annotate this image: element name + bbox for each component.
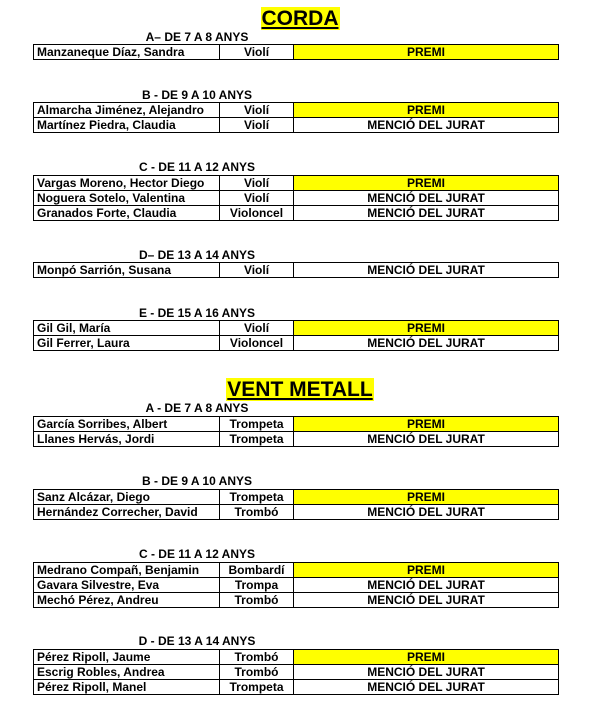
table-row (34, 665, 559, 680)
instrument: Trompa (220, 578, 294, 593)
instrument: Violí (220, 103, 294, 118)
participant-name: Sanz Alcázar, Diego (34, 490, 220, 505)
participant-name: Gil Ferrer, Laura (34, 336, 220, 351)
table-row (34, 118, 559, 133)
instrument: Violoncel (220, 336, 294, 351)
instrument: Trombó (220, 593, 294, 608)
participant-name: Hernández Correcher, David (34, 505, 220, 520)
table-row (34, 650, 559, 665)
award: PREMI (294, 103, 559, 118)
table-row (34, 176, 559, 191)
group-title: B - DE 9 A 10 ANYS (141, 88, 253, 102)
results-table (33, 562, 559, 608)
results-table (33, 102, 559, 133)
results-table (33, 489, 559, 520)
participant-name: García Sorribes, Albert (34, 417, 220, 432)
award: MENCIÓ DEL JURAT (294, 118, 559, 133)
instrument: Violí (220, 263, 294, 278)
participant-name: Llanes Hervás, Jordi (34, 432, 220, 447)
participant-name: Noguera Sotelo, Valentina (34, 191, 220, 206)
table-row (34, 206, 559, 221)
table-row (34, 490, 559, 505)
instrument: Trombó (220, 665, 294, 680)
award: PREMI (294, 650, 559, 665)
group-title: C - DE 11 A 12 ANYS (138, 160, 256, 174)
instrument: Trompeta (220, 490, 294, 505)
instrument: Violí (220, 321, 294, 336)
table-row (34, 680, 559, 695)
instrument: Violí (220, 191, 294, 206)
participant-name: Almarcha Jiménez, Alejandro (34, 103, 220, 118)
participant-name: Manzaneque Díaz, Sandra (34, 45, 220, 60)
instrument: Trombó (220, 505, 294, 520)
table-row (34, 191, 559, 206)
results-table (33, 416, 559, 447)
table-row (34, 263, 559, 278)
instrument: Trompeta (220, 417, 294, 432)
table-row (34, 417, 559, 432)
award: MENCIÓ DEL JURAT (294, 191, 559, 206)
instrument: Bombardí (220, 563, 294, 578)
table-row (34, 45, 559, 60)
table-row (34, 336, 559, 351)
award: PREMI (294, 45, 559, 60)
group-title: A - DE 7 A 8 ANYS (145, 401, 249, 415)
participant-name: Granados Forte, Claudia (34, 206, 220, 221)
results-table (33, 175, 559, 221)
section-title-vent-metall: VENT METALL (227, 378, 373, 401)
award: MENCIÓ DEL JURAT (294, 336, 559, 351)
award: MENCIÓ DEL JURAT (294, 206, 559, 221)
results-table (33, 649, 559, 695)
group-title: D– DE 13 A 14 ANYS (138, 248, 256, 262)
table-row (34, 505, 559, 520)
instrument: Violoncel (220, 206, 294, 221)
group-title: A– DE 7 A 8 ANYS (145, 30, 249, 44)
award: PREMI (294, 490, 559, 505)
group-title: D - DE 13 A 14 ANYS (138, 634, 256, 648)
results-table (33, 320, 559, 351)
participant-name: Medrano Compañ, Benjamin (34, 563, 220, 578)
award: MENCIÓ DEL JURAT (294, 578, 559, 593)
award: MENCIÓ DEL JURAT (294, 505, 559, 520)
instrument: Violí (220, 176, 294, 191)
participant-name: Gil Gil, María (34, 321, 220, 336)
table-row (34, 321, 559, 336)
group-title: C - DE 11 A 12 ANYS (138, 547, 256, 561)
award: MENCIÓ DEL JURAT (294, 263, 559, 278)
award: MENCIÓ DEL JURAT (294, 680, 559, 695)
instrument: Violí (220, 118, 294, 133)
participant-name: Monpó Sarrión, Susana (34, 263, 220, 278)
section-title-corda: CORDA (261, 7, 339, 30)
table-row (34, 432, 559, 447)
table-row (34, 578, 559, 593)
participant-name: Escrig Robles, Andrea (34, 665, 220, 680)
instrument: Trompeta (220, 432, 294, 447)
award: PREMI (294, 176, 559, 191)
results-table (33, 44, 559, 60)
participant-name: Pérez Ripoll, Jaume (34, 650, 220, 665)
group-title: E - DE 15 A 16 ANYS (138, 306, 256, 320)
results-table (33, 262, 559, 278)
award: MENCIÓ DEL JURAT (294, 665, 559, 680)
instrument: Violí (220, 45, 294, 60)
participant-name: Mechó Pérez, Andreu (34, 593, 220, 608)
table-row (34, 103, 559, 118)
instrument: Trombó (220, 650, 294, 665)
award: MENCIÓ DEL JURAT (294, 432, 559, 447)
instrument: Trompeta (220, 680, 294, 695)
award: PREMI (294, 563, 559, 578)
participant-name: Pérez Ripoll, Manel (34, 680, 220, 695)
participant-name: Gavara Silvestre, Eva (34, 578, 220, 593)
award: PREMI (294, 321, 559, 336)
table-row (34, 593, 559, 608)
participant-name: Martínez Piedra, Claudia (34, 118, 220, 133)
award: MENCIÓ DEL JURAT (294, 593, 559, 608)
participant-name: Vargas Moreno, Hector Diego (34, 176, 220, 191)
award: PREMI (294, 417, 559, 432)
table-row (34, 563, 559, 578)
group-title: B - DE 9 A 10 ANYS (141, 474, 253, 488)
